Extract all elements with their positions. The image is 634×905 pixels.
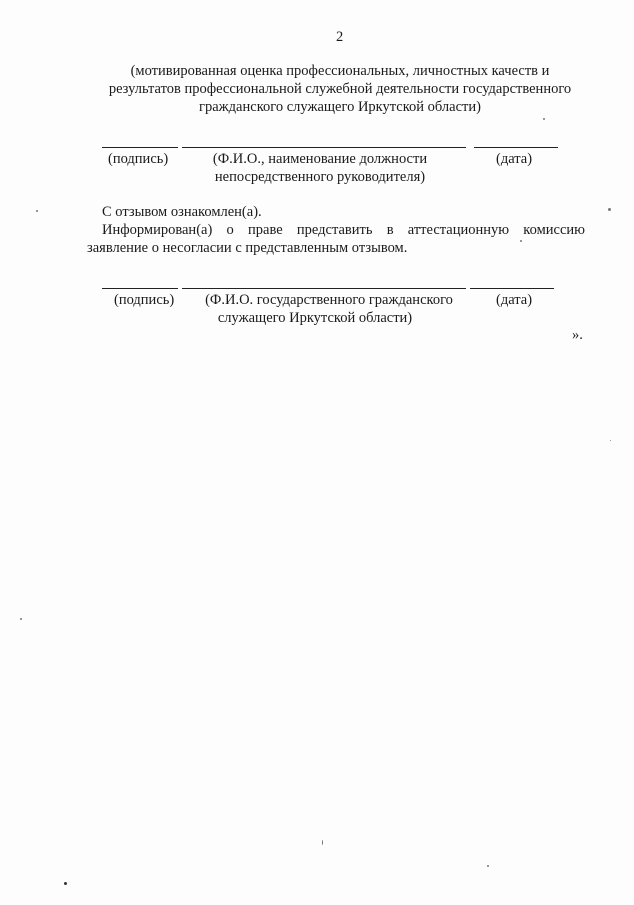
scan-speck [608,208,611,211]
scan-speck [36,210,38,212]
scan-speck [487,865,489,867]
employee-signature-label: (подпись) [114,292,175,308]
informed-text-line-2: заявление о несогласии с представленным отзывом. [87,240,408,256]
scan-speck [64,882,67,885]
supervisor-signature-label: (подпись) [108,151,169,167]
scan-speck [20,618,22,620]
employee-name-line [182,288,466,289]
supervisor-name-label-line-2: непосредственного руководителя) [214,169,426,185]
employee-signature-line [102,288,178,289]
scan-speck [322,840,323,845]
informed-text-line-1: Информирован(а) о праве представить в аттестационную комиссию [102,222,585,238]
employee-name-label-line-1: (Ф.И.О. государственного гражданского [205,292,453,308]
closing-mark: ». [572,327,583,343]
supervisor-date-line [474,147,558,148]
employee-name-label-line-2: служащего Иркутской области) [217,310,413,326]
supervisor-name-label-line-1: (Ф.И.О., наименование должности [212,151,428,167]
review-caption-line-3: гражданского служащего Иркутской области) [199,99,481,115]
scan-speck [610,440,611,441]
supervisor-date-label: (дата) [496,151,533,167]
employee-date-label: (дата) [496,292,533,308]
employee-date-line [470,288,554,289]
supervisor-name-line [182,147,466,148]
page-number: 2 [336,29,344,45]
scan-speck [543,118,545,120]
acknowledged-text: С отзывом ознакомлен(а). [102,204,262,220]
review-caption-line-1: (мотивированная оценка профессиональных, личностных качеств и [130,63,550,79]
supervisor-signature-line [102,147,178,148]
scan-speck [520,240,522,242]
review-caption-line-2: результатов профессиональной служебной деятельности государственного [108,81,572,97]
